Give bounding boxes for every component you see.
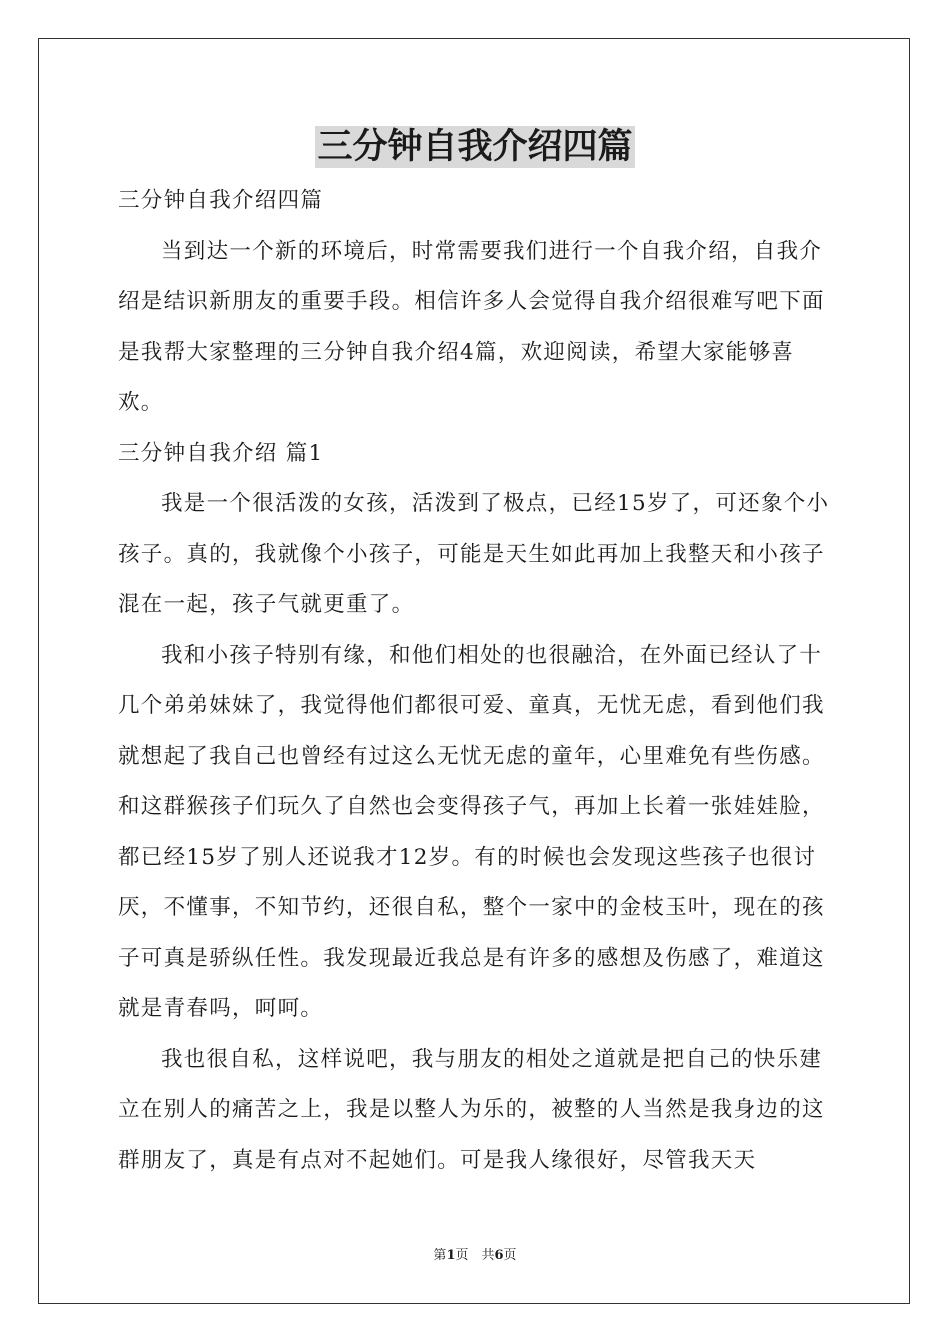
body-paragraph: 我也很自私，这样说吧，我与朋友的相处之道就是把自己的快乐建立在别人的痛苦之上，我是以整人为乐的，被整的人当然是我身边的这群朋友了，真是有点对不起她们。可是我人缘很好，尽管我天天	[118, 1046, 825, 1173]
page-total: 6	[494, 1248, 504, 1263]
body-paragraph: 我和小孩子特别有缘，和他们相处的也很融洽，在外面已经认了十几个弟弟妹妹了，我觉得他们都很可爱、童真，无忧无虑，看到他们我就想起了我自己也曾经有过这么无忧无虑的童年，心里难免有些伤感。和这群猴孩子们玩久了自然也会变得孩子气，再加上长着一张娃娃脸，都已经15岁了别人还说我才12岁。有的时候也会发现这些孩子也很讨厌，不懂事，不知节约，还很自私，整个一家中的金枝玉叶，现在的孩子可真是骄纵任性。我发现最近我总是有许多的感想及伤感了，难道这就是青春吗，呵呵。	[118, 642, 825, 1021]
subtitle: 三分钟自我介绍四篇	[118, 188, 324, 213]
page-suffix: 页	[503, 1248, 517, 1263]
page-footer	[0, 1247, 950, 1265]
page-prefix: 第	[433, 1248, 447, 1263]
document-title: 三分钟自我介绍四篇	[317, 126, 633, 167]
page-current: 1	[446, 1248, 456, 1263]
document-body	[118, 176, 836, 1186]
body-paragraph: 我是一个很活泼的女孩，活泼到了极点，已经15岁了，可还象个小孩子。真的，我就像个小孩子，可能是天生如此再加上我整天和小孩子混在一起，孩子气就更重了。	[118, 491, 830, 617]
section-heading: 三分钟自我介绍 篇1	[118, 440, 324, 466]
intro-paragraph: 当到达一个新的环境后，时常需要我们进行一个自我介绍，自我介绍是结识新朋友的重要手段。相信许多人会觉得自我介绍很难写吧下面是我帮大家整理的三分钟自我介绍4篇，欢迎阅读，希望大家能够喜欢。	[118, 238, 825, 415]
page-mid: 页 共	[455, 1248, 495, 1263]
title-container	[0, 126, 950, 168]
